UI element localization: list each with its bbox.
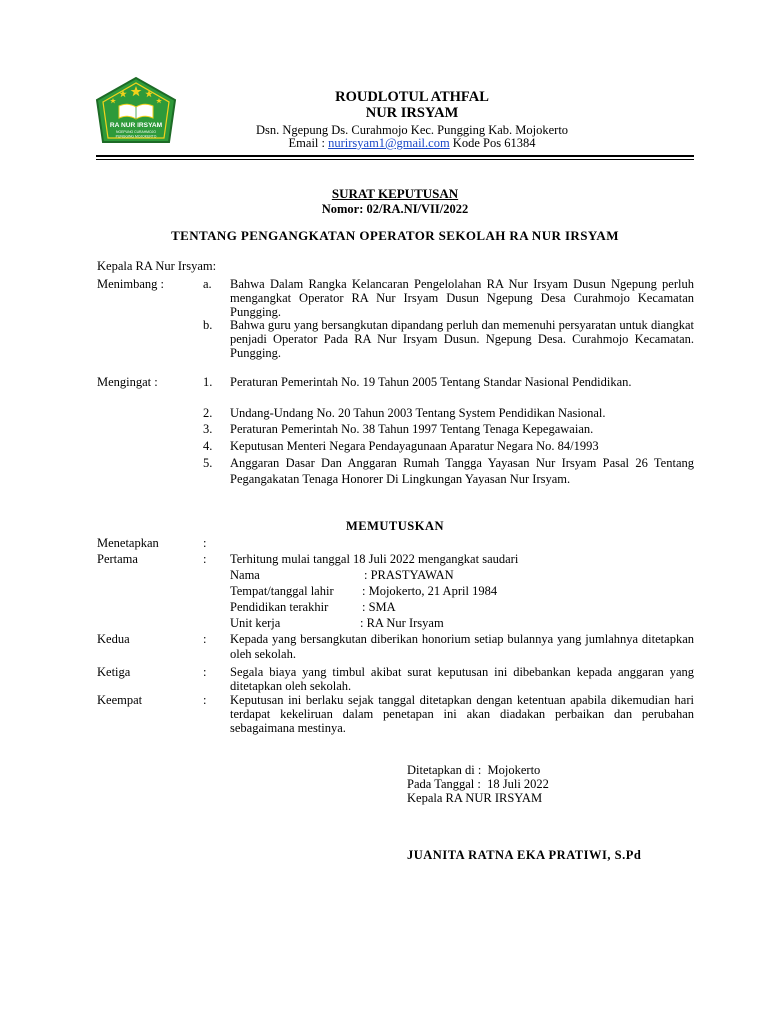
school-address: Dsn. Ngepung Ds. Curahmojo Kec. Pungging Kab. Mojokerto — [255, 123, 569, 137]
letter-number: Nomor: 02/RA.NI/VII/2022 — [321, 202, 469, 216]
mengingat-marker-2: 2. — [203, 406, 213, 420]
ketiga-colon: : — [203, 665, 207, 679]
menimbang-marker-b: b. — [203, 318, 213, 332]
detail-label-pendidikan: Pendidikan terakhir — [230, 600, 329, 614]
detail-label-unit: Unit kerja — [230, 616, 281, 630]
menimbang-item-a: Bahwa Dalam Rangka Kelancaran Pengelolahan RA Nur Irsyam Dusun Ngepung perluh mengangkat Operator RA Nur Irsyam Dusun Ngepung Desa Curahmojo Kecamatan Pungging. — [230, 277, 694, 319]
memutuskan-heading: MEMUTUSKAN — [345, 519, 445, 533]
detail-value-pendidikan: : SMA — [362, 600, 396, 614]
menetapkan-colon: : — [203, 536, 207, 550]
menimbang-marker-a: a. — [203, 277, 212, 291]
mengingat-marker-1: 1. — [203, 375, 213, 389]
mengingat-item-3: Peraturan Pemerintah No. 38 Tahun 1997 Tentang Tenaga Kepegawaian. — [230, 422, 594, 436]
opening-line: Kepala RA Nur Irsyam: — [97, 259, 217, 273]
kedua-label: Kedua — [97, 632, 130, 646]
mengingat-item-4: Keputusan Menteri Negara Pendayagunaan Aparatur Negara No. 84/1993 — [230, 439, 599, 453]
email-link[interactable]: nurirsyam1@gmail.com — [328, 136, 450, 150]
school-logo — [93, 76, 179, 148]
school-name-line-2: NUR IRSYAM — [365, 105, 459, 121]
logo-text-main: RA NUR IRSYAM — [109, 122, 163, 129]
pertama-colon: : — [203, 552, 207, 566]
menetapkan-label: Menetapkan — [97, 536, 159, 550]
mengingat-marker-5: 5. — [203, 456, 213, 470]
email-label: Email : — [288, 136, 329, 150]
detail-value-unit: : RA Nur Irsyam — [360, 616, 444, 630]
menimbang-label: Menimbang : — [97, 277, 165, 291]
mengingat-label: Mengingat : — [97, 375, 158, 389]
letter-subject: TENTANG PENGANGKATAN OPERATOR SEKOLAH RA NUR IRSYAM — [171, 228, 619, 243]
signature-place: Ditetapkan di : Mojokerto — [407, 763, 541, 777]
detail-label-nama: Nama — [230, 568, 260, 582]
letter-title: SURAT KEPUTUSAN — [331, 186, 459, 201]
keempat-text: Keputusan ini berlaku sejak tanggal ditetapkan dengan ketentuan apabila dikemudian hari terdapat kekeliruan dalam penetapan ini akan diadakan perbaikan dan perubahan sebagaimana mestinya. — [230, 693, 694, 735]
header-rule-thick — [96, 155, 694, 157]
postal-code: Kode Pos 61384 — [449, 136, 536, 150]
keempat-label: Keempat — [97, 693, 143, 707]
mengingat-item-1: Peraturan Pemerintah No. 19 Tahun 2005 Tentang Standar Nasional Pendidikan. — [230, 375, 632, 389]
kedua-text: Kepada yang bersangkutan diberikan honorium setiap bulannya yang jumlahnya ditetapkan oleh sekolah. — [230, 632, 694, 661]
signatory-name: JUANITA RATNA EKA PRATIWI, S.Pd — [407, 848, 642, 862]
logo-text-small-2: PUNGGING MOJOKERTO — [115, 134, 157, 139]
contact-line — [200, 136, 624, 150]
signature-date: Pada Tanggal : 18 Juli 2022 — [407, 777, 549, 791]
signature-position: Kepala RA NUR IRSYAM — [407, 791, 543, 805]
mengingat-marker-4: 4. — [203, 439, 213, 453]
detail-label-ttl: Tempat/tanggal lahir — [230, 584, 334, 598]
mengingat-marker-3: 3. — [203, 422, 213, 436]
pertama-text: Terhitung mulai tanggal 18 Juli 2022 mengangkat saudari — [230, 552, 519, 566]
ketiga-label: Ketiga — [97, 665, 131, 679]
detail-value-ttl: : Mojokerto, 21 April 1984 — [362, 584, 498, 598]
mengingat-item-2: Undang-Undang No. 20 Tahun 2003 Tentang System Pendidikan Nasional. — [230, 406, 606, 420]
mengingat-item-5: Anggaran Dasar Dan Anggaran Rumah Tangga Yayasan Nur Irsyam Pasal 26 Tentang Pegangakatan Tenaga Honorer Di Lingkungan Yayasan Nur Irsyam. — [230, 456, 694, 486]
keempat-colon: : — [203, 693, 207, 707]
pertama-label: Pertama — [97, 552, 138, 566]
school-name-line-1: ROUDLOTUL ATHFAL — [335, 89, 489, 105]
logo-text-small-1: NGEPUNG CURAHMOJO — [116, 130, 156, 134]
kedua-colon: : — [203, 632, 207, 646]
header-rule-thin — [96, 159, 694, 160]
detail-value-nama: : PRASTYAWAN — [364, 568, 454, 582]
ketiga-text: Segala biaya yang timbul akibat surat keputusan ini dibebankan kepada anggaran yang ditetapkan oleh sekolah. — [230, 665, 694, 693]
book-icon — [119, 104, 153, 119]
menimbang-item-b: Bahwa guru yang bersangkutan dipandang perluh dan memenuhi persyaratan untuk diangkat penjadi Operator Pada RA Nur Irsyam Dusun. Ngepung Desa. Curahmojo Kecamatan. Pungging. — [230, 318, 694, 360]
